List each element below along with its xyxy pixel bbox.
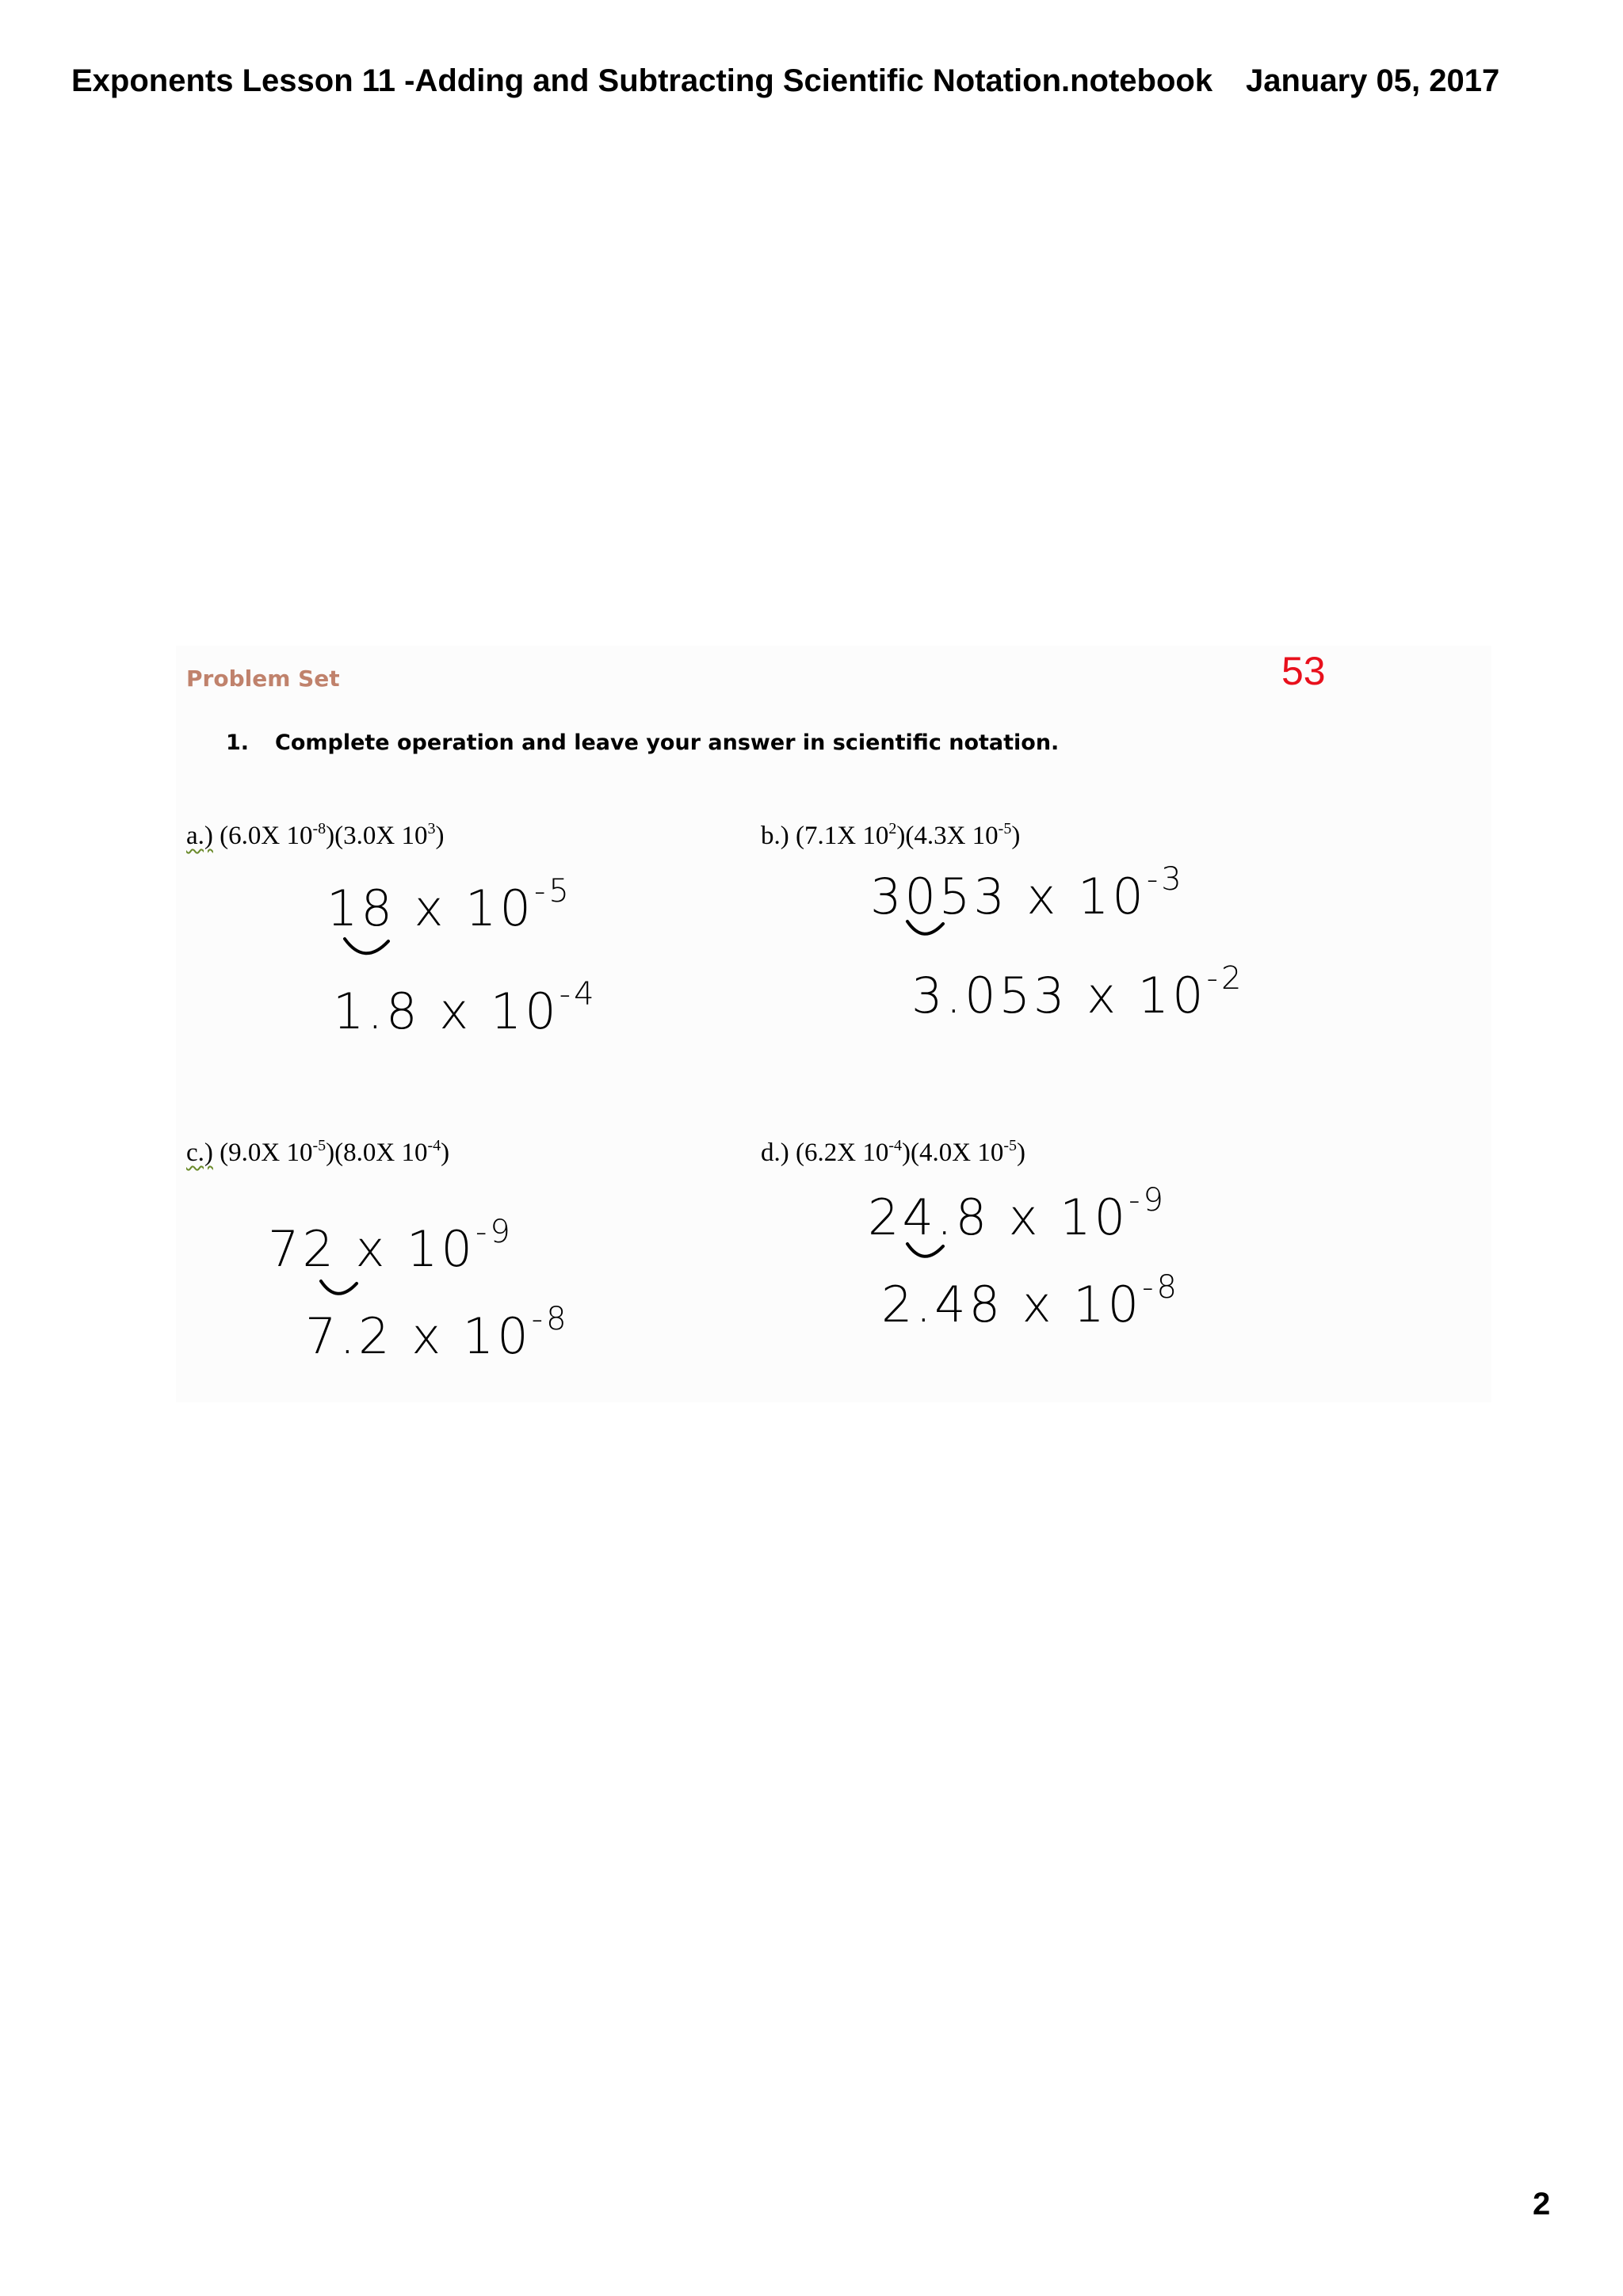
slide-number: 53 <box>1281 649 1326 693</box>
notebook-date: January 05, 2017 <box>1246 63 1500 98</box>
instruction-number: 1. <box>226 730 250 755</box>
problem-label: c.) <box>186 1138 213 1167</box>
problem-label: b.) <box>761 822 789 850</box>
decimal-move-arrow-icon <box>903 917 967 949</box>
instruction-text: Complete operation and leave your answer in scientific notation. <box>275 730 1060 755</box>
handwritten-answer-d-step2: 2.48 x $10^{-8}$ <box>881 1269 1180 1333</box>
handwritten-answer-b-step1: 3053 x $10^{-3}$ <box>870 861 1185 925</box>
problem-label: a.) <box>186 822 213 850</box>
problem-b: b.) (7.1X $10^2)(4.3X$ $10^{-5}$) <box>761 820 1021 850</box>
page-number: 2 <box>1533 2187 1551 2222</box>
decimal-move-arrow-icon <box>903 1240 967 1272</box>
handwritten-answer-c-step1: 72 x $10^{-9}$ <box>268 1214 514 1278</box>
page-header <box>71 63 1561 111</box>
handwritten-answer-a-step1: 18 x $10^{-5}$ <box>327 873 572 937</box>
decimal-move-arrow-icon <box>317 1277 380 1309</box>
notebook-title: Exponents Lesson 11 -Adding and Subtracting Scientific Notation.notebook <box>71 63 1213 98</box>
problem-a: a.) (6.0X $10^{-8})(3.0X$ $10^3$) <box>186 820 445 850</box>
handwritten-answer-d-step1: 24.8 x $10^{-9}$ <box>868 1182 1167 1246</box>
handwritten-answer-b-step2: 3.053 x $10^{-2}$ <box>911 960 1245 1024</box>
handwritten-answer-c-step2: 7.2 x $10^{-8}$ <box>305 1301 570 1365</box>
problem-d: d.) (6.2X $10^{-4})(4.0X$ $10^{-5}$) <box>761 1137 1026 1167</box>
decimal-move-arrow-icon <box>341 935 404 967</box>
problem-label: d.) <box>761 1138 789 1167</box>
problem-set-heading: Problem Set <box>186 666 340 692</box>
handwritten-answer-a-step2: 1.8 x $10^{-4}$ <box>333 976 598 1040</box>
problem-c: c.) (9.0X $10^{-5})(8.0X$ $10^{-4}$) <box>186 1137 450 1167</box>
